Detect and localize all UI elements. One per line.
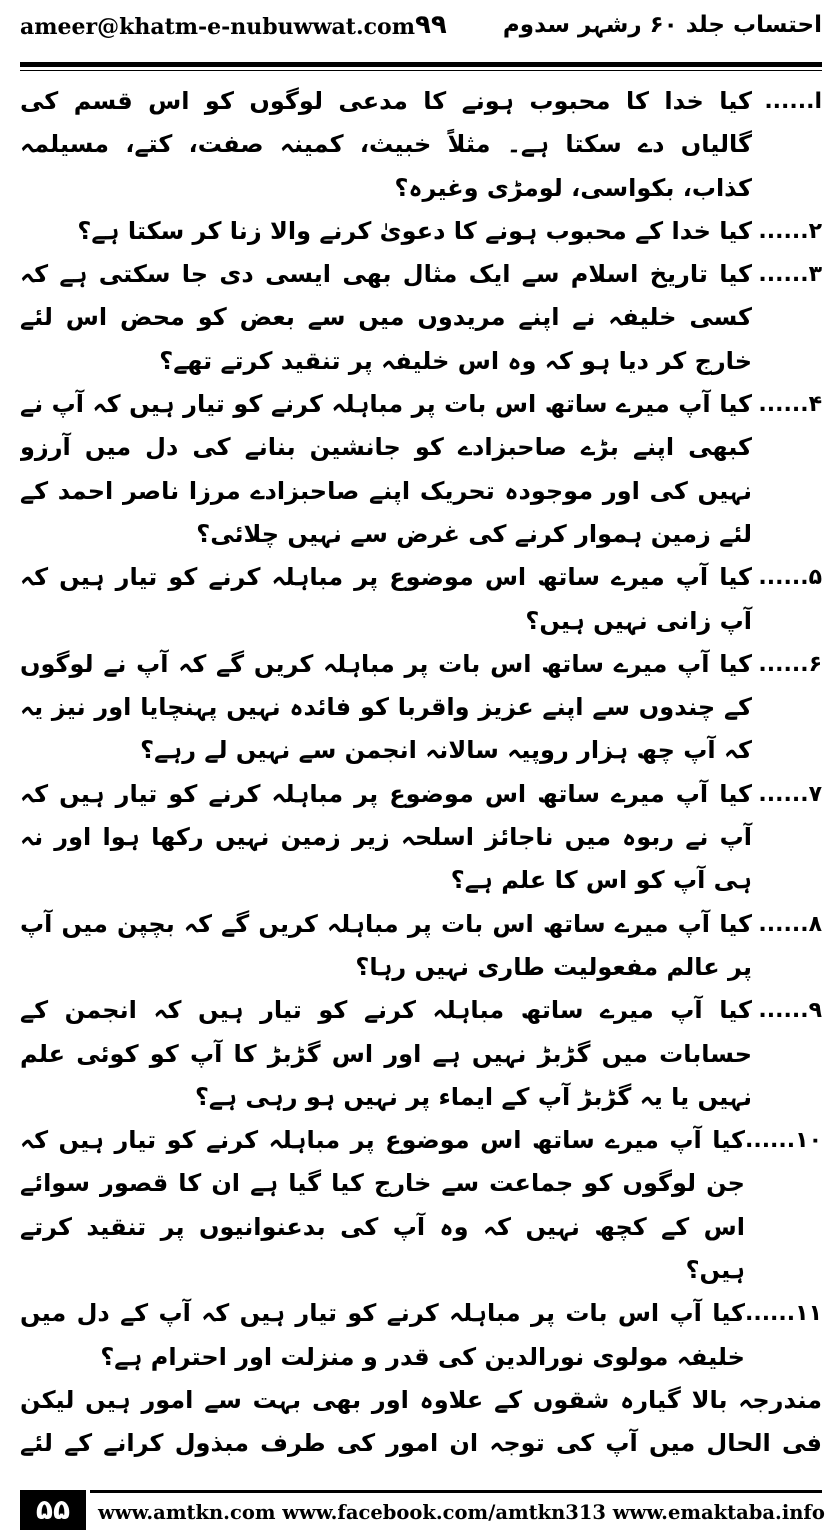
list-item [20, 773, 822, 903]
list-item [20, 253, 822, 383]
list-item [20, 1292, 822, 1379]
list-item [20, 210, 822, 253]
footer-urls: www.amtkn.com www.facebook.com/amtkn313 www.emaktaba.info [98, 1501, 825, 1524]
item-text: کیا آپ میرے ساتھ مباہلہ کرنے کو تیار ہیں کہ انجمن کے حسابات میں گڑبڑ نہیں ہے اور اس گڑبڑ کا آپ کو کوئی علم نہیں یا یہ گڑبڑ آپ کے ایماء پر نہیں ہو رہی ہے؟ [20, 996, 752, 1111]
list-item [20, 903, 822, 990]
item-number: ۱۰...... [744, 1128, 822, 1154]
item-number: ۴...... [758, 392, 822, 418]
item-text: کیا خدا کے محبوب ہونے کا دعویٰ کرنے والا زنا کر سکتا ہے؟ [77, 216, 752, 245]
list-item [20, 80, 822, 210]
item-number: ۲...... [758, 218, 822, 244]
item-text: کیا آپ میرے ساتھ اس موضوع پر مباہلہ کرنے کو تیار ہیں کہ جن لوگوں کو جماعت سے خارج کیا گیا ہے ان کا قصور سوائے اس کے کچھ نہیں کہ وہ آپ کی بدعنوانیوں پر تنقید کرتے ہیں؟ [20, 1126, 745, 1285]
list-item [20, 1119, 822, 1292]
footer-page-badge: ۵۵ [20, 1490, 86, 1530]
item-text: کیا آپ میرے ساتھ اس موضوع پر مباہلہ کرنے کو تیار ہیں کہ آپ نے ربوہ میں ناجائز اسلحہ زیر زمین نہیں رکھا ہوا اور نہ ہی آپ کو اس کا علم ہے؟ [20, 779, 752, 895]
item-text: کیا آپ میرے ساتھ اس موضوع پر مباہلہ کرنے کو تیار ہیں کہ آپ زانی نہیں ہیں؟ [20, 563, 752, 635]
item-text: کیا آپ میرے ساتھ اس بات پر مباہلہ کریں گے کہ بچپن میں آپ پر عالم مفعولیت طاری نہیں رہا؟ [20, 909, 752, 981]
closing-paragraph: مندرجہ بالا گیارہ شقوں کے علاوہ اور بھی بہت سے امور ہیں لیکن فی الحال میں آپ کی توجہ ان امور کی طرف مبذول کرانے کے لئے [20, 1385, 822, 1458]
page-body [20, 80, 822, 1465]
list-item [20, 383, 822, 556]
list-item [20, 643, 822, 773]
header-rule [20, 62, 822, 67]
item-text: کیا آپ میرے ساتھ اس بات پر مباہلہ کرنے کو تیار ہیں کہ آپ نے کبھی اپنے بڑے صاحبزادے کو جانشین بنانے کی دل میں آرزو نہیں کی اور موجودہ تحریک اپنے صاحبزادے مرزا ناصر احمد کے لئے زمین ہموار کرنے کی غرض سے نہیں چلائی؟ [20, 390, 752, 548]
footer-rule [90, 1490, 822, 1493]
item-number: ۵...... [758, 565, 822, 591]
header-book-title: احتساب جلد ۶۰ رشہر سدوم [502, 12, 822, 38]
page-header [20, 10, 822, 50]
item-text: کیا آپ میرے ساتھ اس بات پر مباہلہ کریں گے کہ آپ نے لوگوں کے چندوں سے اپنے عزیز واقربا کو فائدہ نہیں پہنچایا اور نیز یہ کہ آپ چھ ہزار روپیہ سالانہ انجمن سے نہیں لے رہے؟ [20, 649, 752, 765]
header-rule-thin [20, 70, 822, 71]
list-item [20, 989, 822, 1119]
item-number: ۳...... [758, 262, 822, 288]
item-number: ۸...... [758, 911, 822, 937]
item-number: ۷...... [758, 781, 822, 807]
item-number: ۱۱...... [744, 1301, 822, 1327]
item-text: کیا آپ اس بات پر مباہلہ کرنے کو تیار ہیں کہ آپ کے دل میں خلیفہ مولوی نورالدین کی قدر و منزلت اور احترام ہے؟ [20, 1299, 745, 1371]
item-number: ا...... [764, 89, 822, 114]
item-number: ۹...... [758, 998, 822, 1024]
list-item [20, 556, 822, 643]
page-footer [20, 1488, 825, 1532]
header-email: ameer@khatm-e-nubuwwat.com [20, 14, 415, 40]
header-page-number: ۹۹ [415, 10, 447, 40]
item-text: کیا تاریخ اسلام سے ایک مثال بھی ایسی دی جا سکتی ہے کہ کسی خلیفہ نے اپنے مریدوں میں سے بعض کو محض اس لئے خارج کر دیا ہو کہ وہ اس خلیفہ پر تنقید کرتے تھے؟ [20, 260, 752, 375]
item-text: کیا خدا کا محبوب ہونے کا مدعی لوگوں کو اس قسم کی گالیاں دے سکتا ہے۔ مثلاً خبیث، کمینہ صفت، کتے، مسیلمہ کذاب، بکواسی، لومڑی وغیرہ؟ [20, 87, 752, 202]
item-number: ۶...... [758, 651, 822, 677]
